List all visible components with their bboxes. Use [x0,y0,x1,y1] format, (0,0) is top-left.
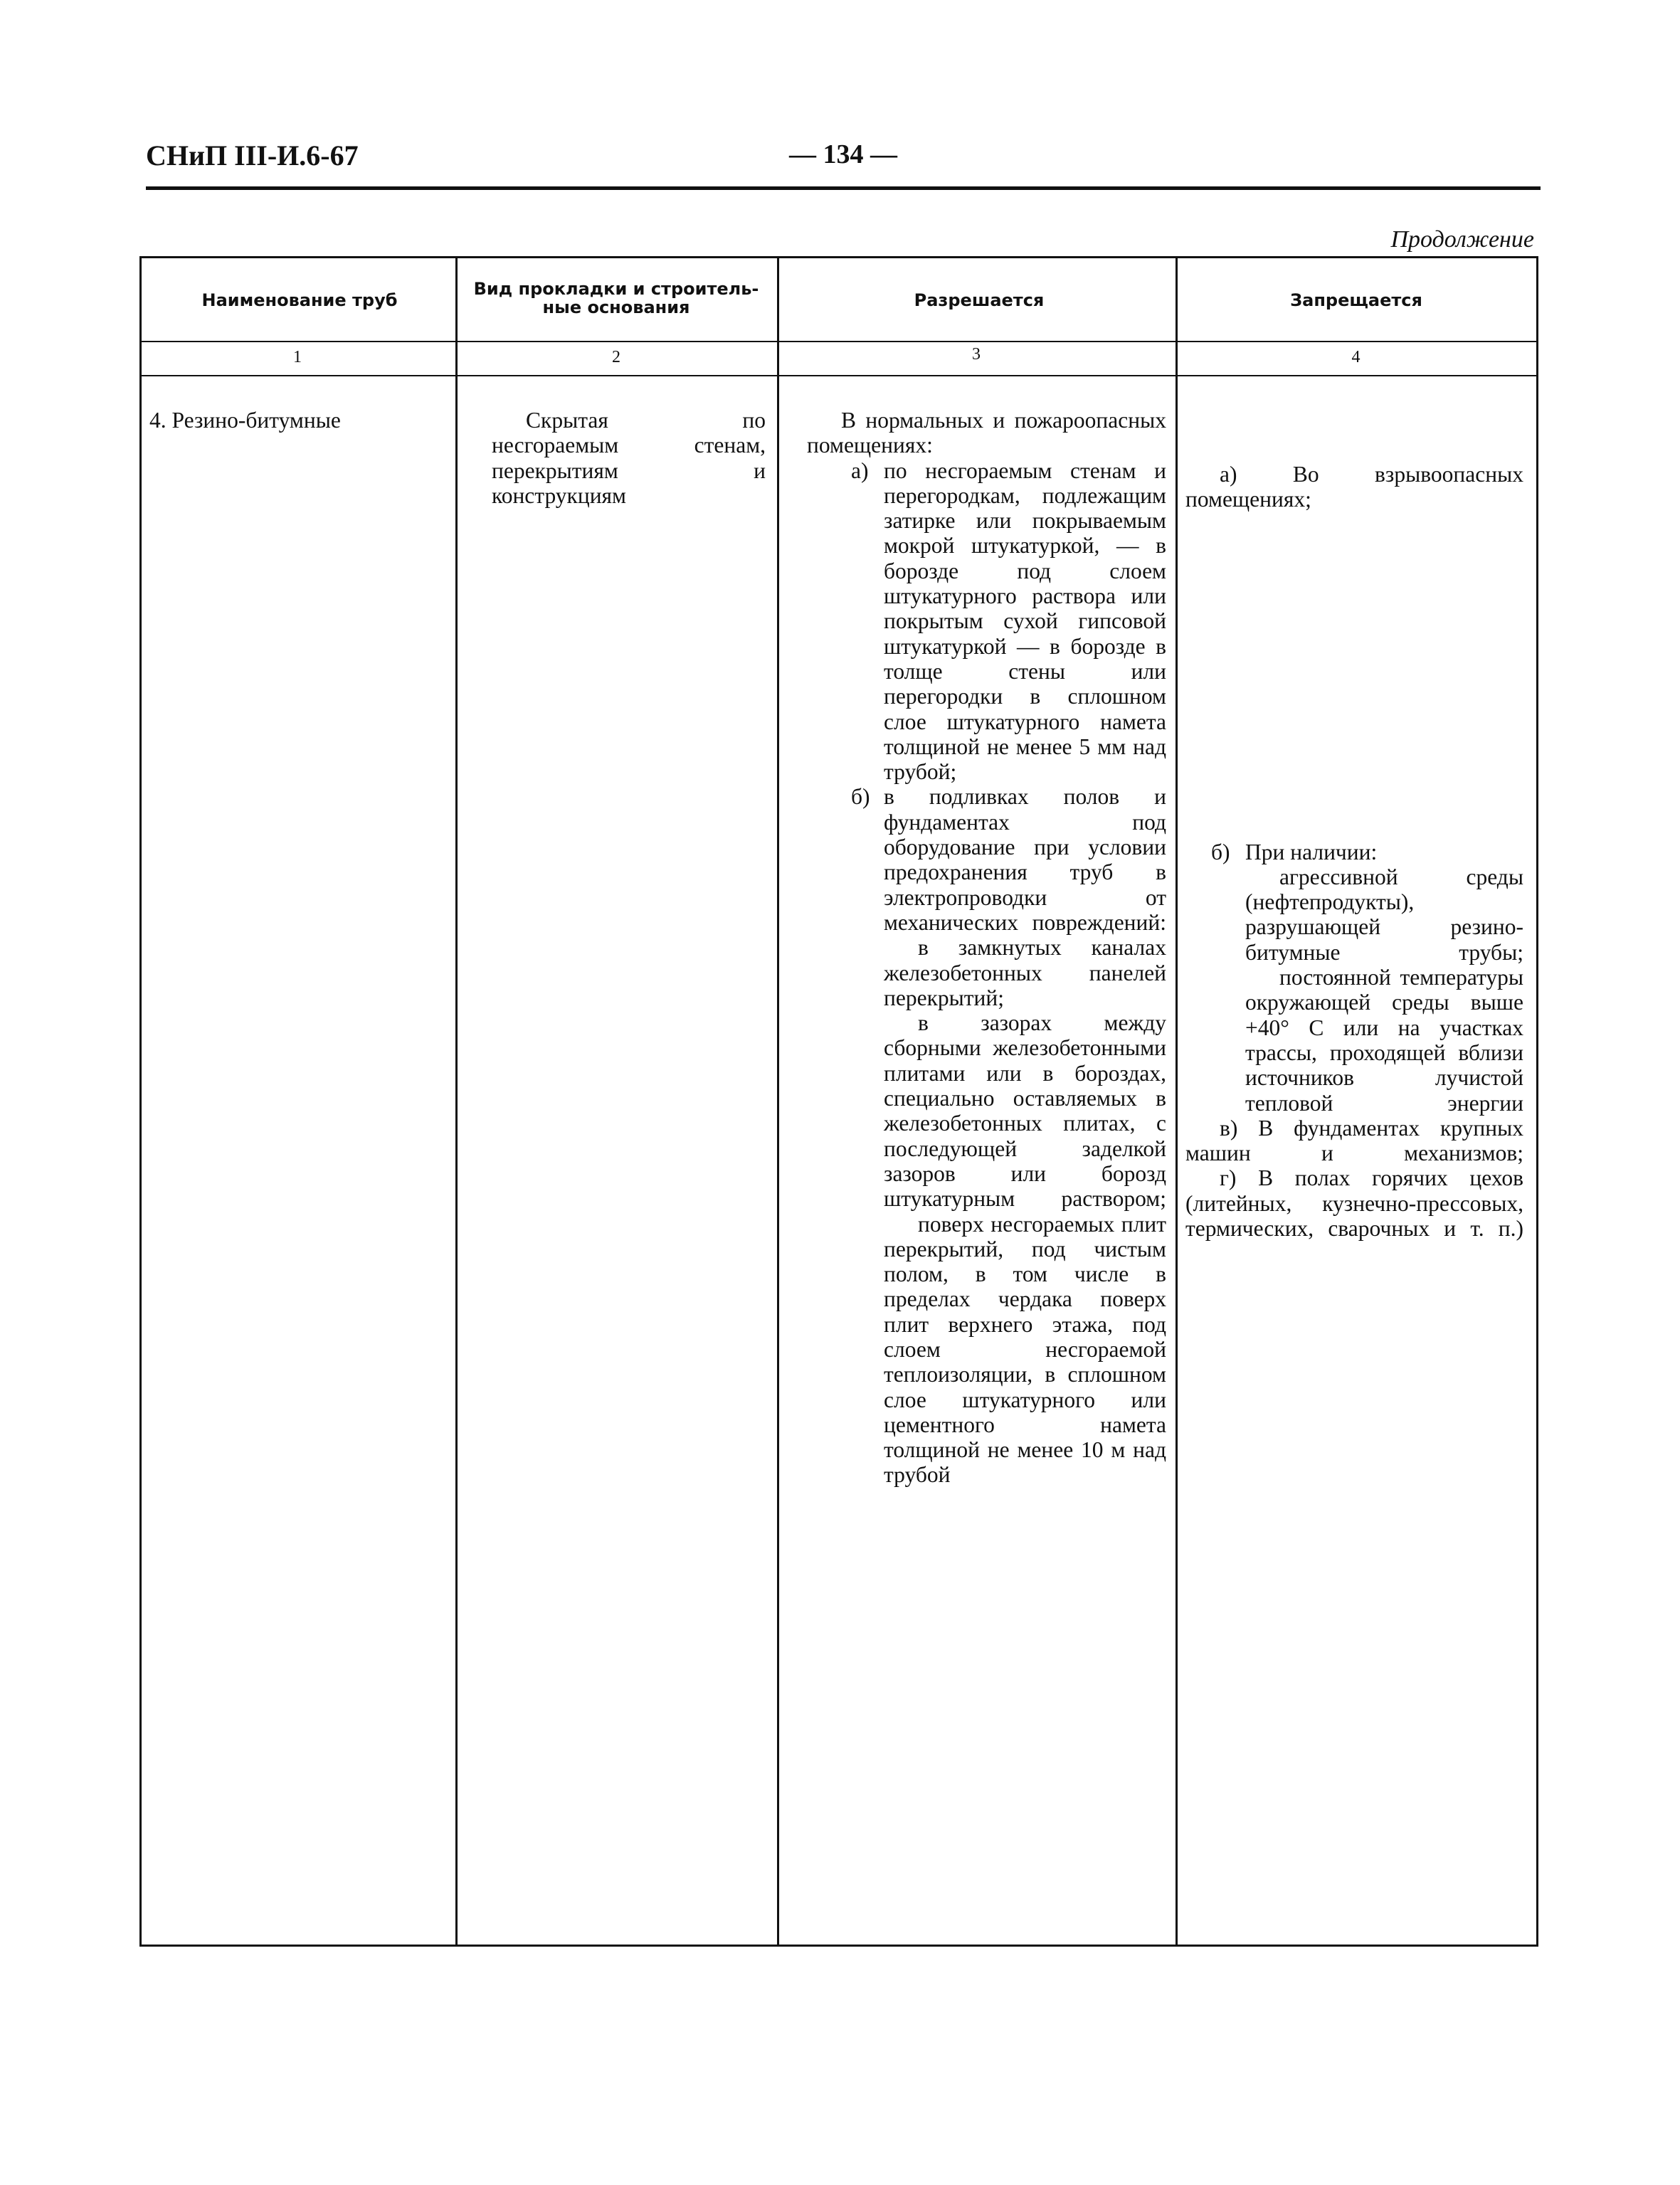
forbidden-item-b-sub2: постоянной температуры окружающей среды выше +40° С или на участках трассы, проходящей вблизи источников лучистой тепловой энергии [1245,965,1523,1116]
allowed-item-b-sub2: в зазорах между сборными железобетонными плитами или в бороздах, специально оставляемых в железобетонных плитах, с последующей заделкой зазоров или борозд штукатурным раствором; [884,1010,1166,1212]
column-number-1: 1 [293,348,302,366]
allowed-item-b-sub3: поверх несгораемых плит перекрытий, под чистым полом, в том числе в пределах чердака поверх плит верхнего этажа, под слоем несгораемой теплоизоляции, в сплошном слое штукатурного или цементного намета толщиной не менее 10 м над трубой [884,1211,1166,1488]
page-header [146,139,1541,181]
forbidden-item-b-intro: При наличии: [1245,839,1378,864]
forbidden-item-b-label: б) [1211,839,1230,864]
forbidden-item-d: г) В полах горячих цехов (литейных, кузнечно-прессовых, термических, сварочных и т. п.) [1185,1165,1523,1242]
forbidden-cell [1185,462,1523,1241]
forbidden-item-b [1185,840,1523,1116]
forbidden-item-a: а) Во взрывоопасных помещениях; [1185,462,1523,512]
allowed-item-b [807,784,1166,1487]
laying-cell: Скрытая по несгораемым стенам, перекрытиям и конструкциям [492,408,766,508]
allowed-item-b-label: б) [851,784,870,810]
allowed-item-a [807,458,1166,785]
column-header-allowed: Разрешается [914,290,1045,310]
numbers-divider [139,375,1538,376]
forbidden-item-b-sub1: агрессивной среды (нефтепродукты), разрушающей резино-битумные трубы; [1245,864,1523,965]
header-divider [139,341,1538,342]
column-divider-1 [455,258,458,1945]
allowed-item-b-sub1: в замкнутых каналах железобетонных панелей перекрытий; [884,935,1166,1010]
page-number: — 134 — [789,139,897,169]
column-header-laying: Вид прокладки и строитель- ные основания [473,279,759,317]
allowed-item-a-text: по несгораемым стенам и перегородкам, подлежащим затирке или покрываемым мокрой штукатуркой, — в борозде под слоем штукатурного раствора или покрытым сухой гипсовой штукатуркой — в борозде в толще стены или перегородки в сплошном слое штукатурного намета толщиной не менее 5 мм над трубой; [884,457,1166,785]
pipe-name-cell: 4. Резино-битумные [149,408,341,433]
document-code: СНиП III-И.6-67 [146,139,359,171]
allowed-intro: В нормальных и пожароопасных помещениях: [807,408,1166,458]
column-header-forbidden: Запрещается [1290,290,1422,310]
column-divider-2 [777,258,779,1945]
column-number-2: 2 [612,348,620,366]
table-border-left [139,258,142,1945]
column-header-pipe-name: Наименование труб [201,290,398,310]
table-border-right [1536,258,1538,1945]
forbidden-item-c: в) В фундаментах крупных машин и механизмов; [1185,1115,1523,1166]
header-rule [146,186,1541,190]
allowed-item-a-label: а) [851,457,869,483]
column-divider-3 [1176,258,1178,1945]
column-number-3: 3 [972,345,981,364]
allowed-cell [807,408,1166,1488]
continuation-label: Продолжение [1390,226,1534,253]
column-number-4: 4 [1351,348,1361,366]
allowed-item-b-text: в подливках полов и фундаментах под оборудование при условии предохранения труб в электропроводки от механических повреждений: [884,784,1166,935]
norms-table [139,256,1538,1947]
